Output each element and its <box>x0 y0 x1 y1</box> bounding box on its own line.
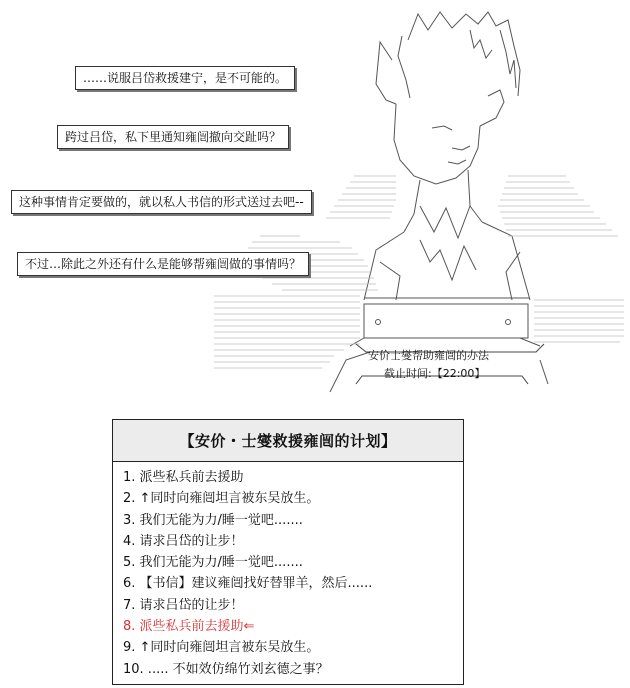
dialogue-bubble-1 <box>75 66 295 90</box>
plan-item: 5. 我们无能为力/睡一觉吧....... <box>123 555 303 571</box>
plan-item: 9. ↑同时向雍闿坦言被东吴放生。 <box>123 640 320 656</box>
dialogue-bubble-4 <box>17 252 309 276</box>
aa-caption-title: 安价士燮帮助雍闿的办法 <box>368 349 489 362</box>
plan-title: 【安价・士燮救援雍闿的计划】 <box>113 420 463 462</box>
aa-caption-deadline: 截止时间:【22:00】 <box>384 367 486 380</box>
plan-item: 3. 我们无能为力/睡一觉吧....... <box>123 512 303 528</box>
plan-item-highlighted: 8. 派些私兵前去援助⇐ <box>123 619 255 635</box>
plan-item: 4. 请求吕岱的让步！ <box>123 533 244 549</box>
plan-item: 2. ↑同时向雍闿坦言被东吴放生。 <box>123 491 320 507</box>
dialogue-text: 跨过吕岱，私下里通知雍闿撤向交趾吗？ <box>65 130 282 144</box>
plan-item: 6. 【书信】建议雍闿找好替罪羊，然后...... <box>123 576 373 592</box>
dialogue-bubble-2 <box>57 125 289 149</box>
plan-box <box>112 419 464 685</box>
dialogue-text: ……说服吕岱救援建宁，是不可能的。 <box>83 71 288 85</box>
plan-item: 10. ..... 不如效仿绵竹刘玄德之事？ <box>123 661 329 677</box>
plan-item: 7. 请求吕岱的让步！ <box>123 597 244 613</box>
plan-list <box>113 462 463 680</box>
dialogue-text: 不过…除此之外还有什么是能够帮雍闿做的事情吗？ <box>25 257 302 271</box>
dialogue-bubble-3 <box>11 190 312 214</box>
plan-item: 1. 派些私兵前去援助 <box>123 470 244 485</box>
dialogue-text: 这种事情肯定要做的，就以私人书信的形式送过去吧-- <box>19 195 304 209</box>
